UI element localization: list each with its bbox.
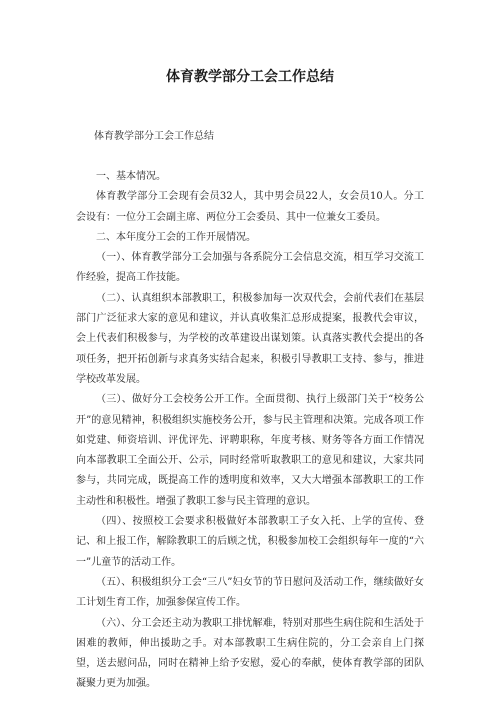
document-body (76, 167, 424, 695)
paragraph-work-heading: 二、本年度分工会的工作开展情况。 (96, 231, 256, 243)
paragraph-item-5: （五）、积极组织分工会“三八”妇女节的节日慰问及活动工作，继续做好女工计划生育工作，加强参保宣传工作。 (76, 576, 424, 609)
document-title: 体育教学部分工会工作总结 (166, 69, 334, 85)
paragraph-item-1: （一）、体育教学部分工会加强与各系院分工会信息交流，相互学习交流工作经验，提高工作技能。 (76, 252, 424, 284)
paragraph-basic-info-heading: 一、基本情况。 (96, 171, 166, 182)
paragraph-item-2: （二）、认真组织本部教职工，积极参加每一次双代会，会前代表们在基层部门广泛征求大家的意见和建议，并认真收集汇总形成提案，报教代会审议，会上代表们积极参与，为学校的改革建设出谋划策。认真落实教代会提出的各项任务，把开拓创新与求真务实结合起来，积极引导教职工支持、参与，推进学校改革发展。 (76, 292, 424, 385)
document-subtitle: 体育教学部分工会工作总结 (94, 131, 214, 142)
paragraph-item-6: （六）、分工会还主动为教职工排忧解难，特别对那些生病住院和生活处于困难的教师，伸出援助之手。对本部教职工生病住院的，分工会亲自上门探望，送去慰问品，同时在精神上给予安慰，爱心的奉献，使体育教学部的团队凝聚力更为加强。 (76, 617, 424, 690)
paragraph-membership: 体育教学部分工会现有会员32人，其中男会员22人，女会员10人。分工会设有：一位分工会副主席、两位分工会委员、其中一位兼女工委员。 (76, 191, 424, 223)
paragraph-item-3: （三）、做好分工会校务公开工作。全面贯彻、执行上级部门关于“校务公开”的意见精神，积极组织实施校务公开，参与民主管理和决策。完成各项工作如党建、师资培训、评优评先、评聘职称，年度考核、财务等各方面工作情况向本部教职工全面公开、公示，同时经常听取教职工的意见和建议，大家共同参与，共同完成，既提高工作的透明度和效率，又大大增强本部教职工的工作主动性和积极性。增强了教职工参与民主管理的意识。 (76, 394, 424, 507)
paragraph-item-4: （四）、按照校工会要求积极做好本部教职工子女入托、上学的宣传、登记、和上报工作，解除教职工的后顾之忧，积极参加校工会组织每年一度的“六一”儿童节的活动工作。 (76, 516, 424, 568)
